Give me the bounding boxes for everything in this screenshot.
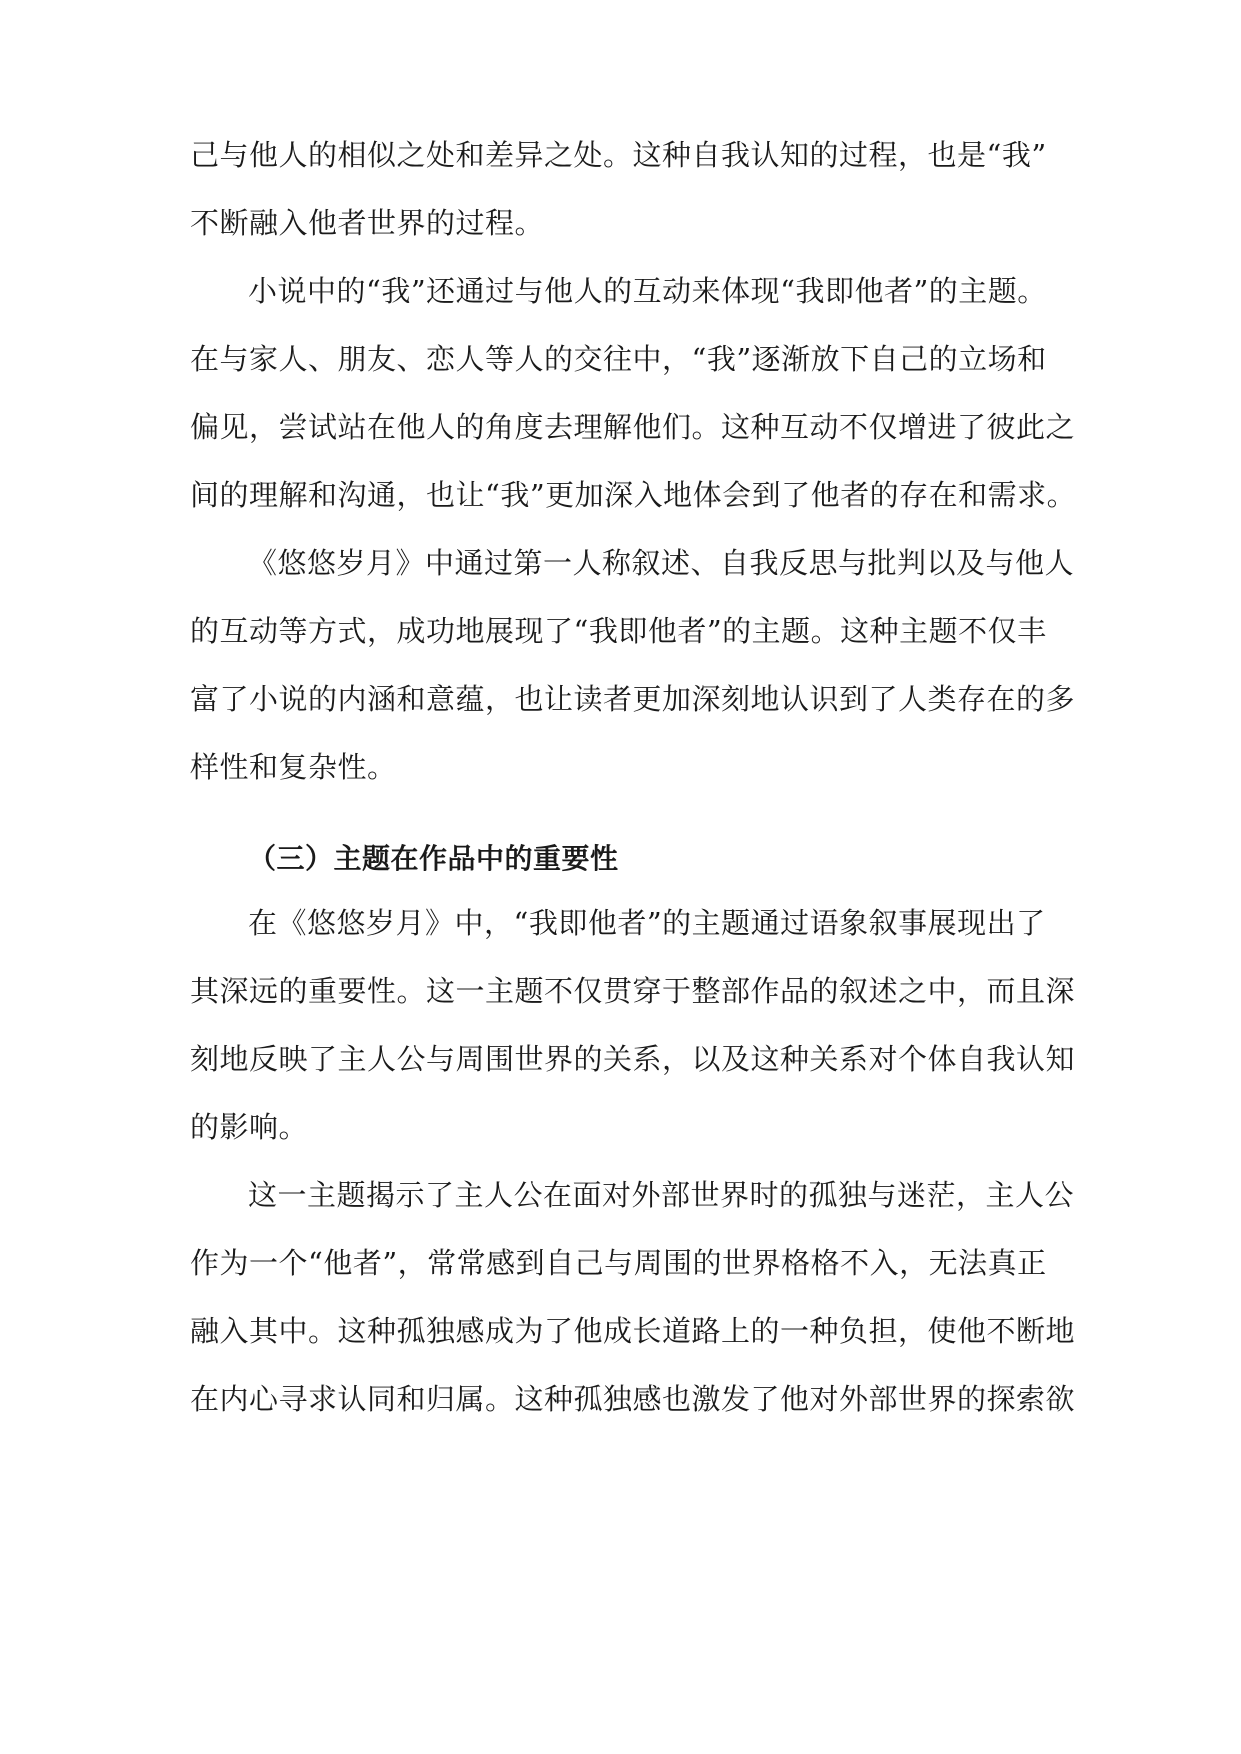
text-line: 不断融入他者世界的过程。 <box>190 206 545 240</box>
text-line: 富了小说的内涵和意蕴，也让读者更加深刻地认识到了人类存在的多 <box>190 682 1076 716</box>
text-line: 在内心寻求认同和归属。这种孤独感也激发了他对外部世界的探索欲 <box>190 1382 1076 1416</box>
text-line: 其深远的重要性。这一主题不仅贯穿于整部作品的叙述之中，而且深 <box>190 974 1076 1008</box>
text-line: 融入其中。这种孤独感成为了他成长道路上的一种负担，使他不断地 <box>190 1314 1076 1348</box>
text-line: 《悠悠岁月》中通过第一人称叙述、自我反思与批判以及与他人 <box>248 546 1075 580</box>
text-line: 的互动等方式，成功地展现了“我即他者”的主题。这种主题不仅丰 <box>190 614 1047 648</box>
text-line: 己与他人的相似之处和差异之处。这种自我认知的过程，也是“我” <box>190 138 1047 172</box>
text-line: 样性和复杂性。 <box>190 750 397 784</box>
text-line: 偏见，尝试站在他人的角度去理解他们。这种互动不仅增进了彼此之 <box>190 410 1076 444</box>
text-line: 在与家人、朋友、恋人等人的交往中，“我”逐渐放下自己的立场和 <box>190 342 1047 376</box>
text-line: 间的理解和沟通，也让“我”更加深入地体会到了他者的存在和需求。 <box>190 478 1077 512</box>
text-line: 小说中的“我”还通过与他人的互动来体现“我即他者”的主题。 <box>248 274 1047 308</box>
text-line: 的影响。 <box>190 1110 309 1144</box>
text-line: 这一主题揭示了主人公在面对外部世界时的孤独与迷茫，主人公 <box>248 1178 1075 1212</box>
text-line: 在《悠悠岁月》中，“我即他者”的主题通过语象叙事展现出了 <box>248 906 1046 940</box>
section-heading: （三）主题在作品中的重要性 <box>248 842 619 875</box>
text-line: 刻地反映了主人公与周围世界的关系，以及这种关系对个体自我认知 <box>190 1042 1076 1076</box>
text-line: 作为一个“他者”，常常感到自己与周围的世界格格不入，无法真正 <box>190 1246 1047 1280</box>
